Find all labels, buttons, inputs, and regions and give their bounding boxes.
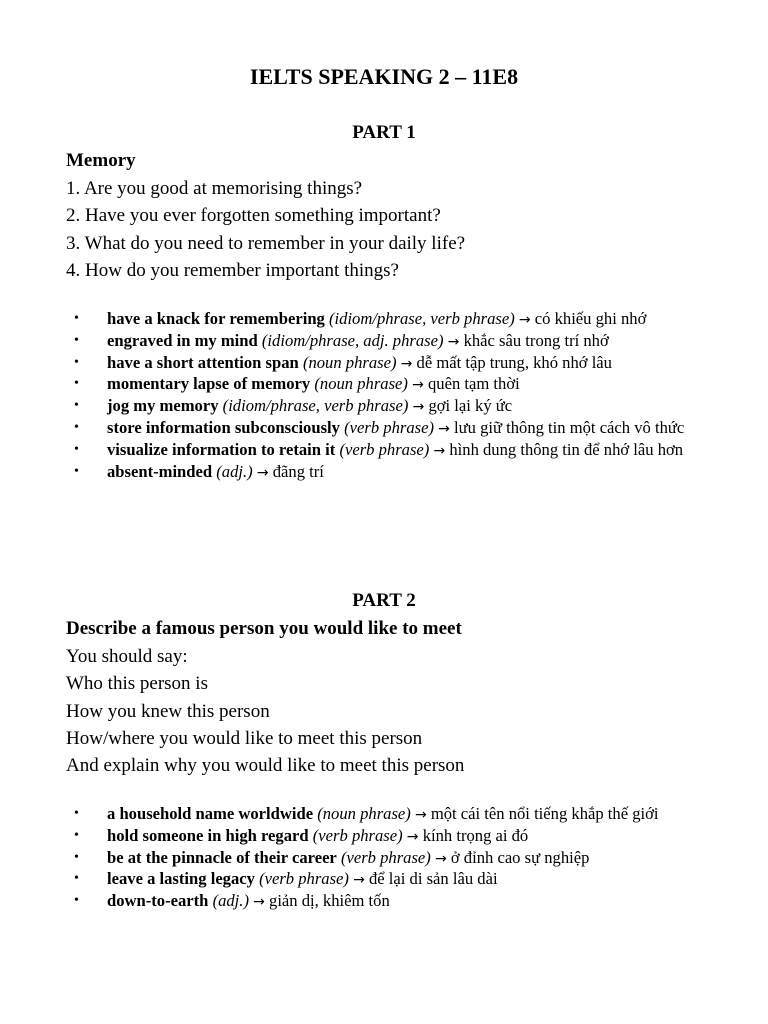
vocab-item: • have a short attention span (noun phrase) → dễ mất tập trung, khó nhớ lâu xyxy=(74,352,612,372)
vocab-item: • down-to-earth (adj.) → giản dị, khiêm tốn xyxy=(74,891,390,911)
vocab-item: • visualize information to retain it (verb phrase) → hình dung thông tin để nhớ lâu hơn xyxy=(74,439,684,459)
prompt-line: You should say: xyxy=(66,646,188,667)
prompt-line: Who this person is xyxy=(66,673,208,695)
part2-topic: Describe a famous person you would like to meet xyxy=(66,618,462,639)
question: 2. Have you ever forgotten something important? xyxy=(66,205,441,227)
vocab-item: • be at the pinnacle of their career (verb phrase) → ở đỉnh cao sự nghiệp xyxy=(74,847,590,867)
part1-questions xyxy=(66,175,726,284)
part2-heading: PART 2 xyxy=(352,590,416,611)
question: 4. How do you remember important things? xyxy=(66,259,399,281)
vocab-item: • engraved in my mind (idiom/phrase, adj. phrase) → khắc sâu trong trí nhớ xyxy=(74,330,609,350)
vocab-item: • hold someone in high regard (verb phrase) → kính trọng ai đó xyxy=(74,825,529,845)
vocab-item: • store information subconsciously (verb phrase) → lưu giữ thông tin một cách vô thức xyxy=(74,417,685,437)
vocab-item: • have a knack for remembering (idiom/phrase, verb phrase) → có khiếu ghi nhớ xyxy=(74,309,647,328)
vocab-item: • absent-minded (adj.) → đãng trí xyxy=(74,461,324,481)
prompt-line: How you knew this person xyxy=(66,700,270,722)
question: 1. Are you good at memorising things? xyxy=(66,178,363,199)
part1-heading: PART 1 xyxy=(352,122,416,143)
part2-prompts xyxy=(66,643,726,779)
vocab-item: • momentary lapse of memory (noun phrase) → quên tạm thời xyxy=(74,374,520,394)
prompt-line: And explain why you would like to meet this person xyxy=(66,755,465,777)
part1-topic: Memory xyxy=(66,150,136,171)
vocab-item: • a household name worldwide (noun phrase) → một cái tên nổi tiếng khắp thế giới xyxy=(74,804,659,823)
prompt-line: How/where you would like to meet this person xyxy=(66,727,423,749)
vocab-item: • leave a lasting legacy (verb phrase) → để lại di sản lâu dài xyxy=(74,869,498,889)
vocab-item: • jog my memory (idiom/phrase, verb phrase) → gợi lại ký ức xyxy=(74,396,513,416)
question: 3. What do you need to remember in your daily life? xyxy=(66,232,466,254)
document-title: IELTS SPEAKING 2 – 11E8 xyxy=(249,64,519,89)
part1-vocab-list xyxy=(66,309,716,483)
part2-vocab-list xyxy=(66,804,716,913)
